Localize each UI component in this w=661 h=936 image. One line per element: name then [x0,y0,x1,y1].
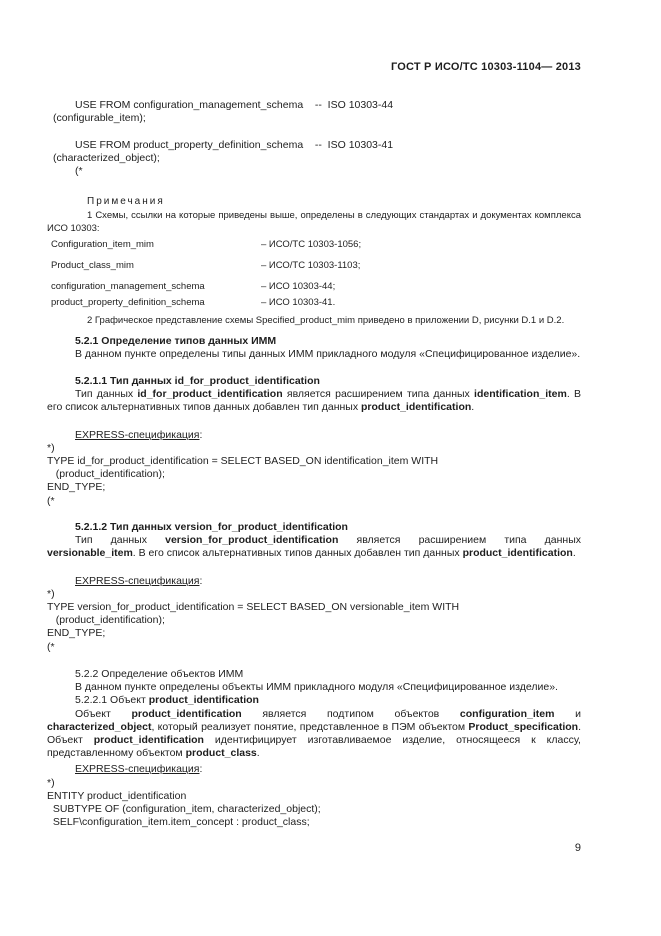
code-line: (product_identification); [47,468,165,481]
notes-block [47,195,581,235]
ref-name: product_property_definition_schema [51,297,205,308]
note-1: 1 Схемы, ссылки на которые приведены выше, определены в следующих стандартах и документах комплекса ИСО 10303: [47,210,581,234]
code-line: (product_identification); [47,614,165,627]
section-5-2-2 [47,668,581,829]
section-paragraph: В данном пункте определены типы данных ИММ прикладного модуля «Специфицированное изделие». [75,348,581,361]
document-header: ГОСТ Р ИСО/ТС 10303-1104— 2013 [390,61,581,73]
express-label: EXPRESS-спецификация: [75,763,203,776]
code-line: SUBTYPE OF (configuration_item, characterized_object); [47,803,321,816]
subsection-heading: 5.2.2.1 Объект product_identification [75,694,259,707]
ref-standard: – ИСО/ТС 10303-1103; [261,260,361,271]
code-block [47,777,581,830]
ref-standard: – ИСО 10303-41. [261,297,336,308]
section-5-2-1-2 [47,521,581,654]
code-line: (* [75,165,83,178]
section-heading: 5.2.1.1 Тип данных id_for_product_identification [75,375,320,387]
code-line: *) [47,776,55,789]
code-line: USE FROM product_property_definition_schema -- ISO 10303-41 [75,139,394,151]
page-number: 9 [574,842,581,854]
ref-name: Product_class_mim [51,260,134,271]
code-line: *) [47,587,55,600]
code-line: SELF\configuration_item.item_concept : product_class; [47,816,310,829]
code-line: USE FROM configuration_management_schema -- ISO 10303-44 [75,99,394,111]
code-line: *) [47,441,55,454]
section-5-2-1-1 [47,375,581,508]
code-line: (configurable_item); [53,112,146,125]
express-label: EXPRESS-спецификация: [75,574,203,587]
section-paragraph: В данном пункте определены объекты ИММ прикладного модуля «Специфицированное изделие». [75,681,558,694]
section-paragraph: Тип данных id_for_product_identification является расширением типа данных identification_item. В его список альтернативных типов данных добавлен тип данных product_identification. [47,388,581,414]
notes-title: Примечания [87,196,165,207]
section-heading: 5.2.1.2 Тип данных version_for_product_identification [75,521,348,533]
note-2: 2 Графическое представление схемы Specified_product_mim приведено в приложении D, рисунки D.1 и D.2. [87,315,565,326]
refs-table-wrap [47,238,581,312]
table-row [47,238,361,259]
ref-standard: – ИСО 10303-44; [261,281,336,292]
section-paragraph: Объект product_identification является подтипом объектов configuration_item и characterized_object, который реализует понятие, представленное в ПЭМ объектом Product_specification. Объект product_identification идентифицирует изготавливаемое изделие, относящееся к классу, представленному объектом product_class. [47,707,581,760]
section-heading: 5.2.2 Определение объектов ИММ [75,668,244,680]
use-from-block-1 [47,99,581,125]
code-block [47,442,581,508]
table-row [47,280,361,296]
code-line: (* [47,640,55,653]
code-line: TYPE version_for_product_identification = SELECT BASED_ON versionable_item WITH [47,601,460,614]
refs-table [47,238,361,312]
ref-name: Configuration_item_mim [51,239,154,250]
ref-standard: – ИСО/ТС 10303-1056; [261,239,362,250]
table-row [47,259,361,280]
code-line: TYPE id_for_product_identification = SELECT BASED_ON identification_item WITH [47,455,439,468]
code-line: (characterized_object); [53,152,160,165]
code-line: ENTITY product_identification [47,789,187,802]
code-line: (* [47,494,55,507]
code-block [47,588,581,654]
table-row [47,296,361,312]
express-label: EXPRESS-спецификация: [75,428,203,441]
section-paragraph: Тип данных version_for_product_identification является расширением типа данных versionable_item. В его список альтернативных типов данных добавлен тип данных product_identification. [47,534,581,560]
use-from-block-2 [47,139,581,179]
section-5-2-1 [47,335,581,361]
code-line: END_TYPE; [47,627,106,640]
ref-name: configuration_management_schema [51,281,205,292]
section-heading: 5.2.1 Определение типов данных ИММ [75,335,277,347]
code-line: END_TYPE; [47,481,106,494]
